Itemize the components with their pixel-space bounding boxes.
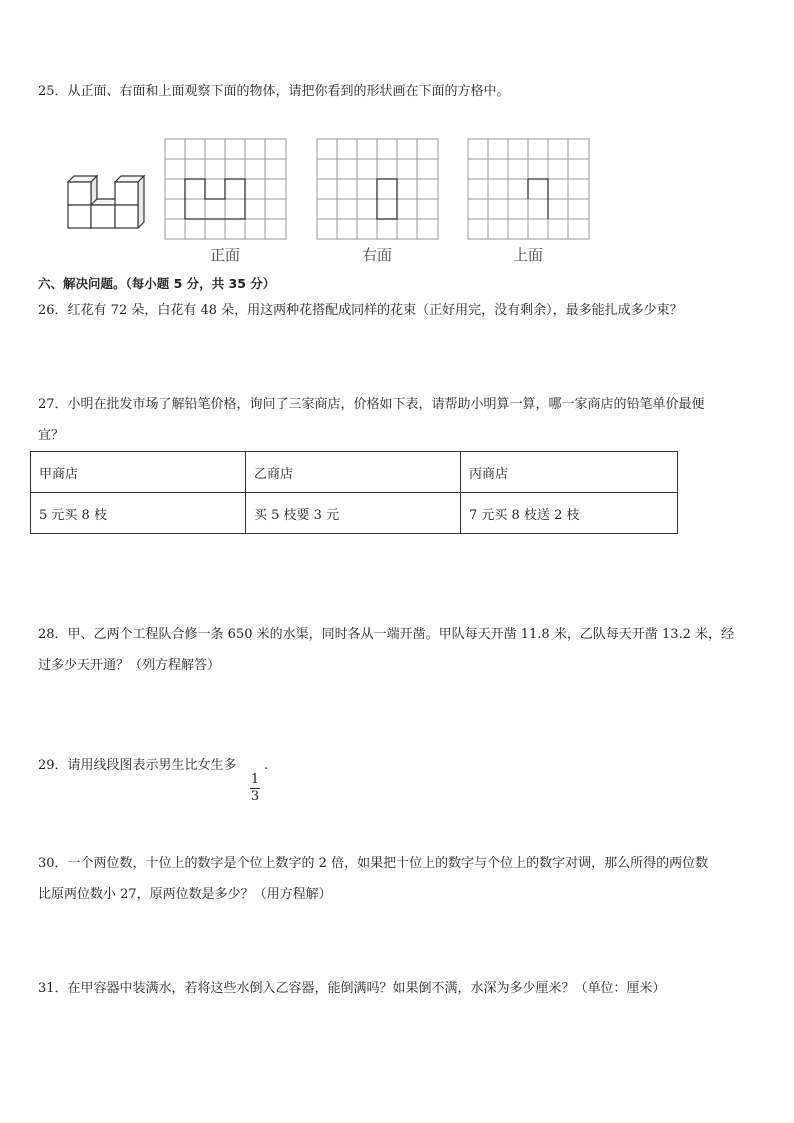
fraction-denominator: 3 [250, 789, 260, 804]
table-cell: 7 元买 8 枝送 2 枝 [461, 493, 678, 534]
q27-line1: 27．小明在批发市场了解铅笔价格，询问了三家商店，价格如下表，请帮助小明算一算，哪一家商店的铅笔单价最便 [38, 397, 705, 412]
table-header-cell: 乙商店 [246, 452, 461, 493]
q25-text: 25．从正面、右面和上面观察下面的物体，请把你看到的形状画在下面的方格中。 [38, 84, 510, 99]
section-title: 六、解决问题。（每小题 5 分，共 35 分） [38, 276, 276, 291]
q28-line1: 28．甲、乙两个工程队合修一条 650 米的水渠，同时各从一端开凿。甲队每天开凿 11.8 米，乙队每天开凿 13.2 米，经 [38, 627, 735, 642]
cube-figure [60, 172, 150, 232]
top-view-label: 上面 [512, 246, 543, 264]
table-header-cell: 丙商店 [461, 452, 678, 493]
q31-text: 31．在甲容器中装满水，若将这些水倒入乙容器，能倒满吗？如果倒不满，水深为多少厘米？（单位：厘米） [38, 981, 666, 996]
table-row [31, 493, 678, 534]
price-table [30, 451, 678, 534]
q29-text: 29．请用线段图表示男生比女生多 [38, 758, 237, 773]
table-header-row [31, 452, 678, 493]
q28-line2: 过多少天开通？（列方程解答） [38, 658, 221, 673]
fraction-numerator: 1 [250, 772, 260, 787]
q27-line2: 宜？ [38, 428, 65, 443]
right-view-label: 右面 [361, 246, 392, 264]
top-view-grid[interactable] [467, 138, 591, 240]
q29-suffix: . [264, 758, 269, 773]
table-cell: 买 5 枝要 3 元 [246, 493, 461, 534]
front-view-label: 正面 [209, 246, 240, 264]
table-header-cell: 甲商店 [31, 452, 246, 493]
q26-text: 26．红花有 72 朵，白花有 48 朵，用这两种花搭配成同样的花束（正好用完，没有剩余），最多能扎成多少束？ [38, 303, 683, 318]
right-view-grid[interactable] [316, 138, 440, 240]
q30-line2: 比原两位数小 27，原两位数是多少？（用方程解） [38, 887, 332, 902]
front-view-grid[interactable] [164, 138, 288, 240]
table-cell: 5 元买 8 枝 [31, 493, 246, 534]
q30-line1: 30．一个两位数，十位上的数字是个位上数字的 2 倍，如果把十位上的数字与个位上的数字对调，那么所得的两位数 [38, 856, 709, 871]
fraction [250, 773, 260, 804]
